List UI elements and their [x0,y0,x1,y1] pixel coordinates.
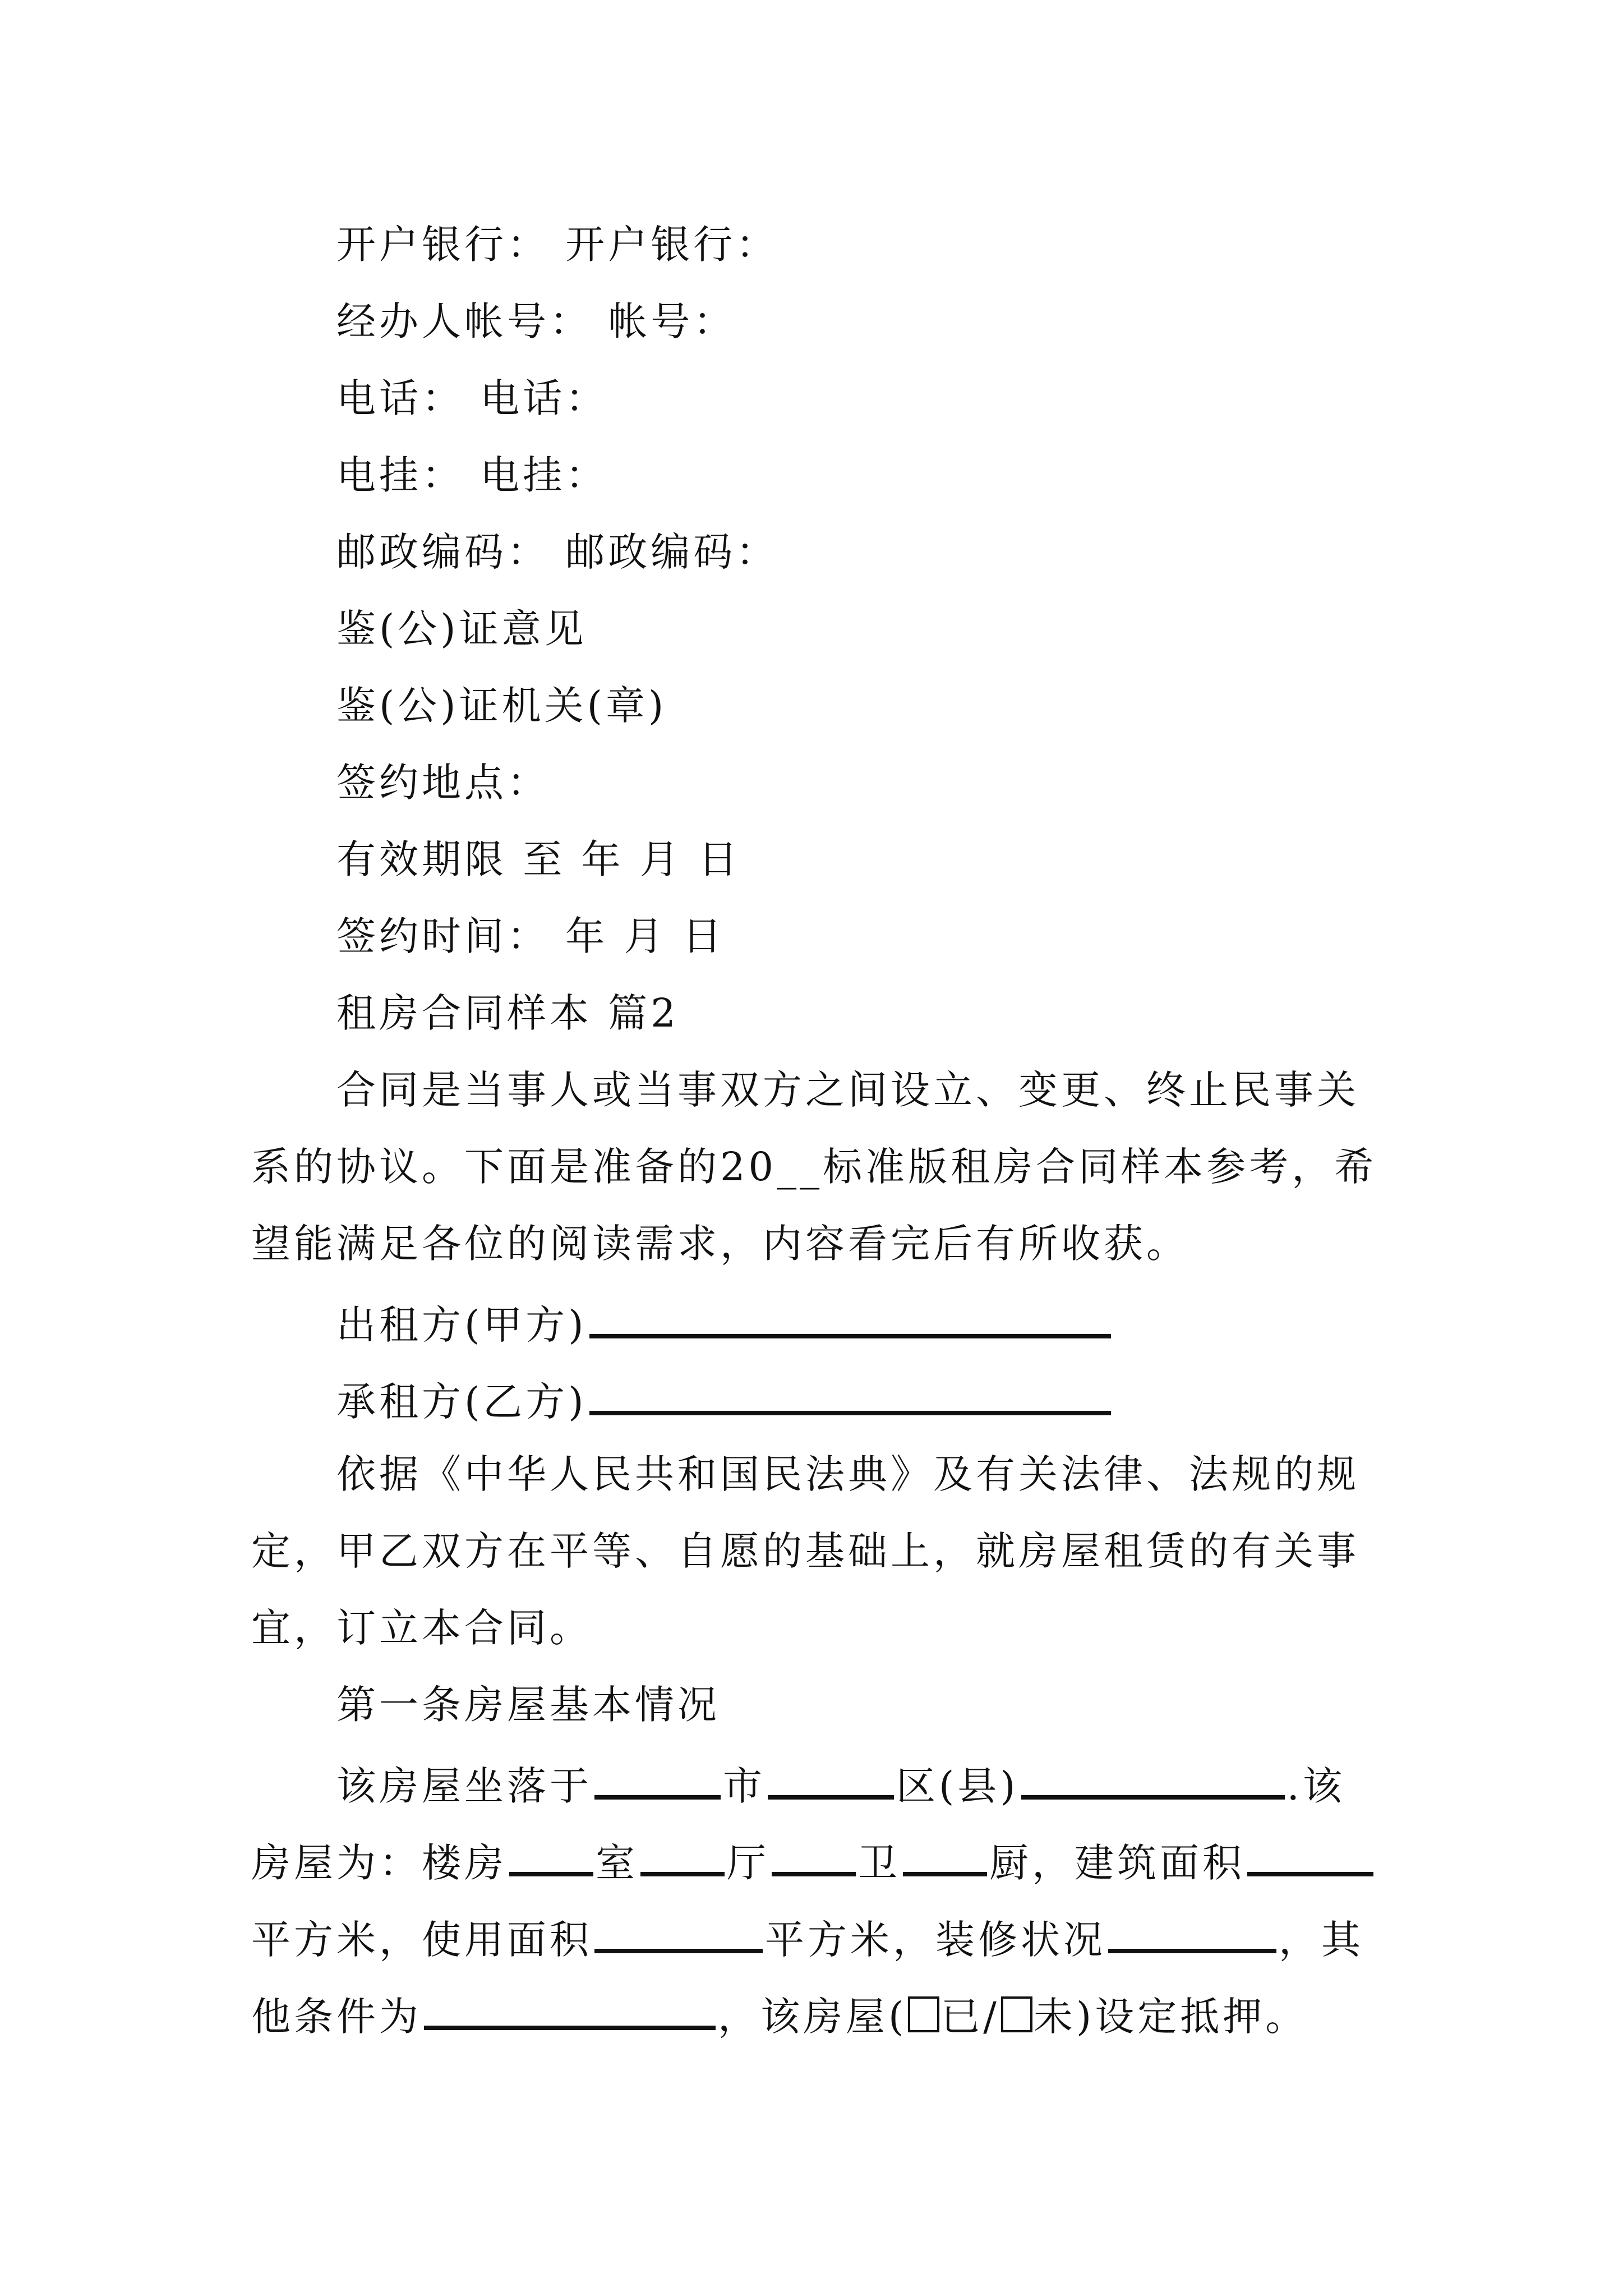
city-blank[interactable] [594,1754,721,1800]
mortgage-tail: 未)设定抵押。 [1033,1994,1308,2040]
phone-line: 电话： 电话： [336,375,608,421]
kitchens-blank[interactable] [903,1830,987,1876]
decoration-blank[interactable] [1108,1907,1276,1953]
location-label: 该房屋坐落于 [336,1763,592,1809]
mortgage-label: ，该房屋( [718,1994,907,2040]
decoration-label: 平方米，装修状况 [765,1917,1106,1963]
kitchens-label: 厨，建筑面积 [989,1840,1245,1886]
baths-blank[interactable] [772,1830,856,1876]
section-title: 租房合同样本 篇2 [336,990,679,1036]
lessee-label: 承租方(乙方) [336,1379,587,1425]
baths-label: 卫 [858,1840,901,1886]
account-line: 经办人帐号： 帐号： [336,298,736,344]
lessor-line [336,1292,1113,1353]
signing-place-line: 签约地点： [336,760,550,806]
usable-area-label: 平方米，使用面积 [251,1917,592,1963]
location-tail: .该 [1287,1763,1345,1809]
area-line-tail: ，其 [1279,1917,1364,1963]
validity-line: 有效期限 至 年 月 日 [336,836,741,882]
intro-paragraph-line-2: 系的协议。下面是准备的20__标准版租房合同样本参考，希 [251,1144,1377,1190]
city-label: 市 [723,1763,766,1809]
conditions-label: 他条件为 [251,1994,422,2040]
halls-blank[interactable] [640,1830,725,1876]
lessee-line [336,1369,1113,1430]
area-line [251,1907,1364,1968]
rooms-blank[interactable] [509,1830,593,1876]
mortgage-no-checkbox[interactable] [1001,1996,1032,2032]
mortgage-yes-checkbox[interactable] [908,1996,939,2032]
rooms-label: 室 [596,1840,638,1886]
lessor-label: 出租方(甲方) [336,1302,587,1348]
basis-paragraph-line-1: 依据《中华人民共和国民法典》及有关法律、法规的规 [336,1451,1359,1497]
layout-line [251,1830,1376,1891]
bank-line: 开户银行： 开户银行： [336,222,779,268]
district-label: 区(县) [896,1763,1019,1809]
signing-time-line: 签约时间： 年 月 日 [336,913,725,959]
location-line [336,1754,1345,1814]
basis-paragraph-line-3: 宜，订立本合同。 [251,1605,592,1651]
article-1-heading: 第一条房屋基本情况 [336,1682,720,1728]
basis-paragraph-line-2: 定，甲乙双方在平等、自愿的基础上，就房屋租赁的有关事 [251,1528,1359,1574]
district-blank[interactable] [768,1754,894,1800]
building-area-blank[interactable] [1247,1830,1373,1876]
intro-paragraph-line-1: 合同是当事人或当事双方之间设立、变更、终止民事关 [336,1067,1359,1113]
conditions-line [251,1984,1308,2045]
postal-code-line: 邮政编码： 邮政编码： [336,529,779,575]
halls-label: 厅 [727,1840,769,1886]
telegraph-line: 电挂： 电挂： [336,452,608,498]
mortgage-yes-label: 已/ [940,1994,1000,2040]
lessor-blank[interactable] [589,1292,1111,1338]
layout-label: 房屋为：楼房 [251,1840,507,1886]
intro-paragraph-line-3: 望能满足各位的阅读需求，内容看完后有所收获。 [251,1221,1189,1267]
notary-office-line: 鉴(公)证机关(章) [336,683,667,729]
notary-opinion-line: 鉴(公)证意见 [336,606,587,652]
conditions-blank[interactable] [424,1984,716,2030]
usable-area-blank[interactable] [594,1907,763,1953]
lessee-blank[interactable] [589,1369,1111,1415]
address-blank[interactable] [1021,1754,1285,1800]
